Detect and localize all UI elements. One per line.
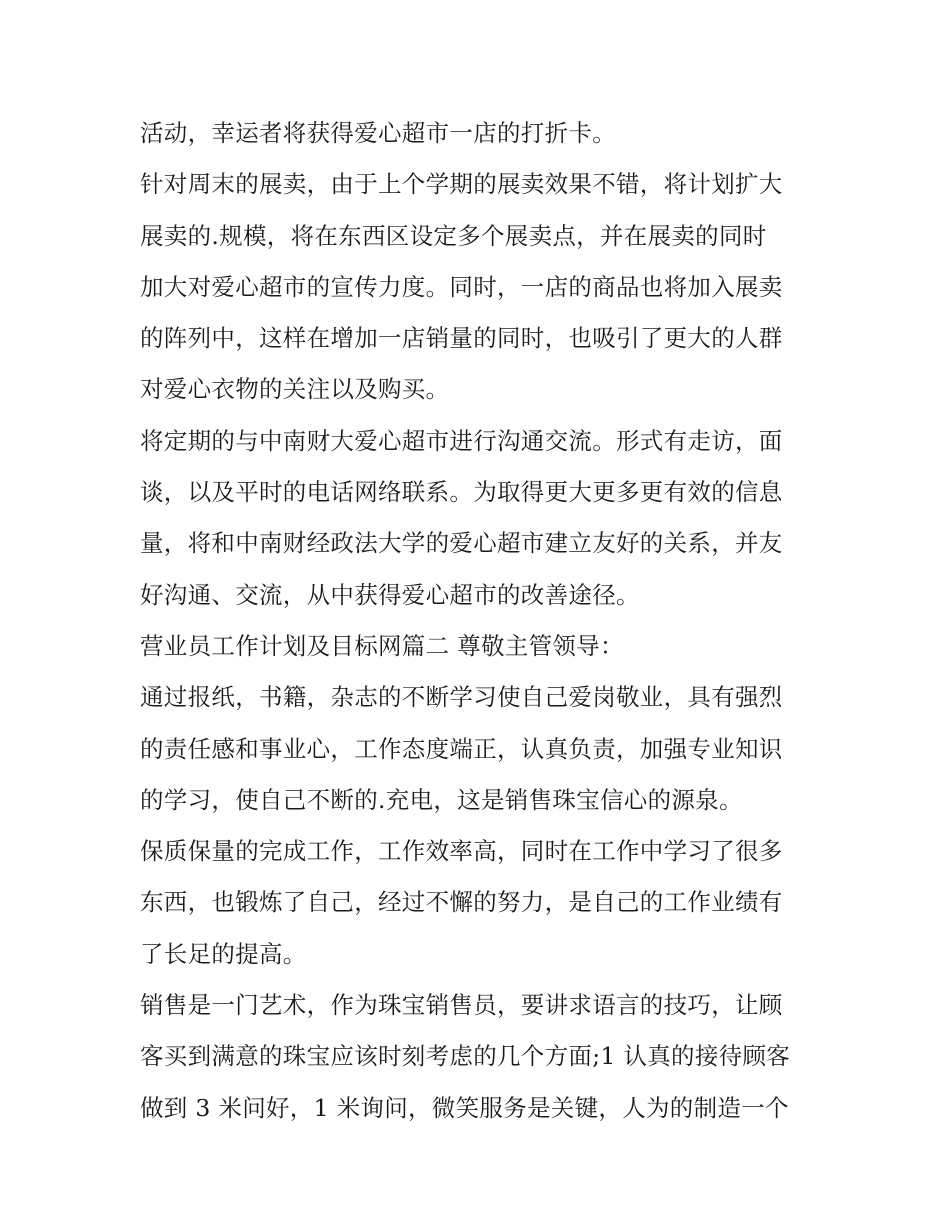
text-line: 东西，也锻炼了自己，经过不懈的努力，是自己的工作业绩有 — [140, 888, 783, 917]
text-line: 做到 3 米问好，1 米询问，微笑服务是关键，人为的制造一个 — [140, 1093, 789, 1122]
text-line: 将定期的与中南财大爱心超市进行沟通交流。形式有走访，面 — [140, 426, 783, 455]
text-line: 销售是一门艺术，作为珠宝销售员，要讲求语言的技巧，让顾 — [140, 991, 783, 1020]
text-line: 保质保量的完成工作，工作效率高，同时在工作中学习了很多 — [140, 837, 783, 866]
text-line: 量，将和中南财经政法大学的爱心超市建立友好的关系，并友 — [140, 529, 783, 558]
body-text — [140, 108, 820, 1134]
text-line: 针对周末的展卖，由于上个学期的展卖效果不错，将计划扩大 — [140, 170, 783, 199]
text-line: 的学习，使自己不断的.充电，这是销售珠宝信心的源泉。 — [140, 785, 743, 814]
text-line: 通过报纸，书籍，杂志的不断学习使自己爱岗敬业，具有强烈 — [140, 683, 783, 712]
text-line: 展卖的.规模，将在东西区设定多个展卖点，并在展卖的同时 — [140, 221, 767, 250]
text-line: 客买到满意的珠宝应该时刻考虑的几个方面;1 认真的接待顾客 — [140, 1042, 791, 1071]
text-line: 的阵列中，这样在增加一店销量的同时，也吸引了更大的人群 — [140, 324, 783, 353]
text-line: 的责任感和事业心，工作态度端正，认真负责，加强专业知识 — [140, 734, 783, 763]
text-line: 活动，幸运者将获得爱心超市一店的打折卡。 — [140, 119, 616, 147]
section-heading-line: 营业员工作计划及目标网篇二 尊敬主管领导： — [140, 631, 624, 660]
text-line: 好沟通、交流，从中获得爱心超市的改善途径。 — [140, 580, 640, 609]
text-line: 加大对爱心超市的宣传力度。同时，一店的商品也将加入展卖 — [140, 272, 783, 301]
text-line: 对爱心衣物的关注以及购买。 — [140, 375, 450, 404]
text-line: 了长足的提高。 — [140, 939, 307, 968]
text-line: 谈，以及平时的电话网络联系。为取得更大更多更有效的信息 — [140, 478, 783, 507]
